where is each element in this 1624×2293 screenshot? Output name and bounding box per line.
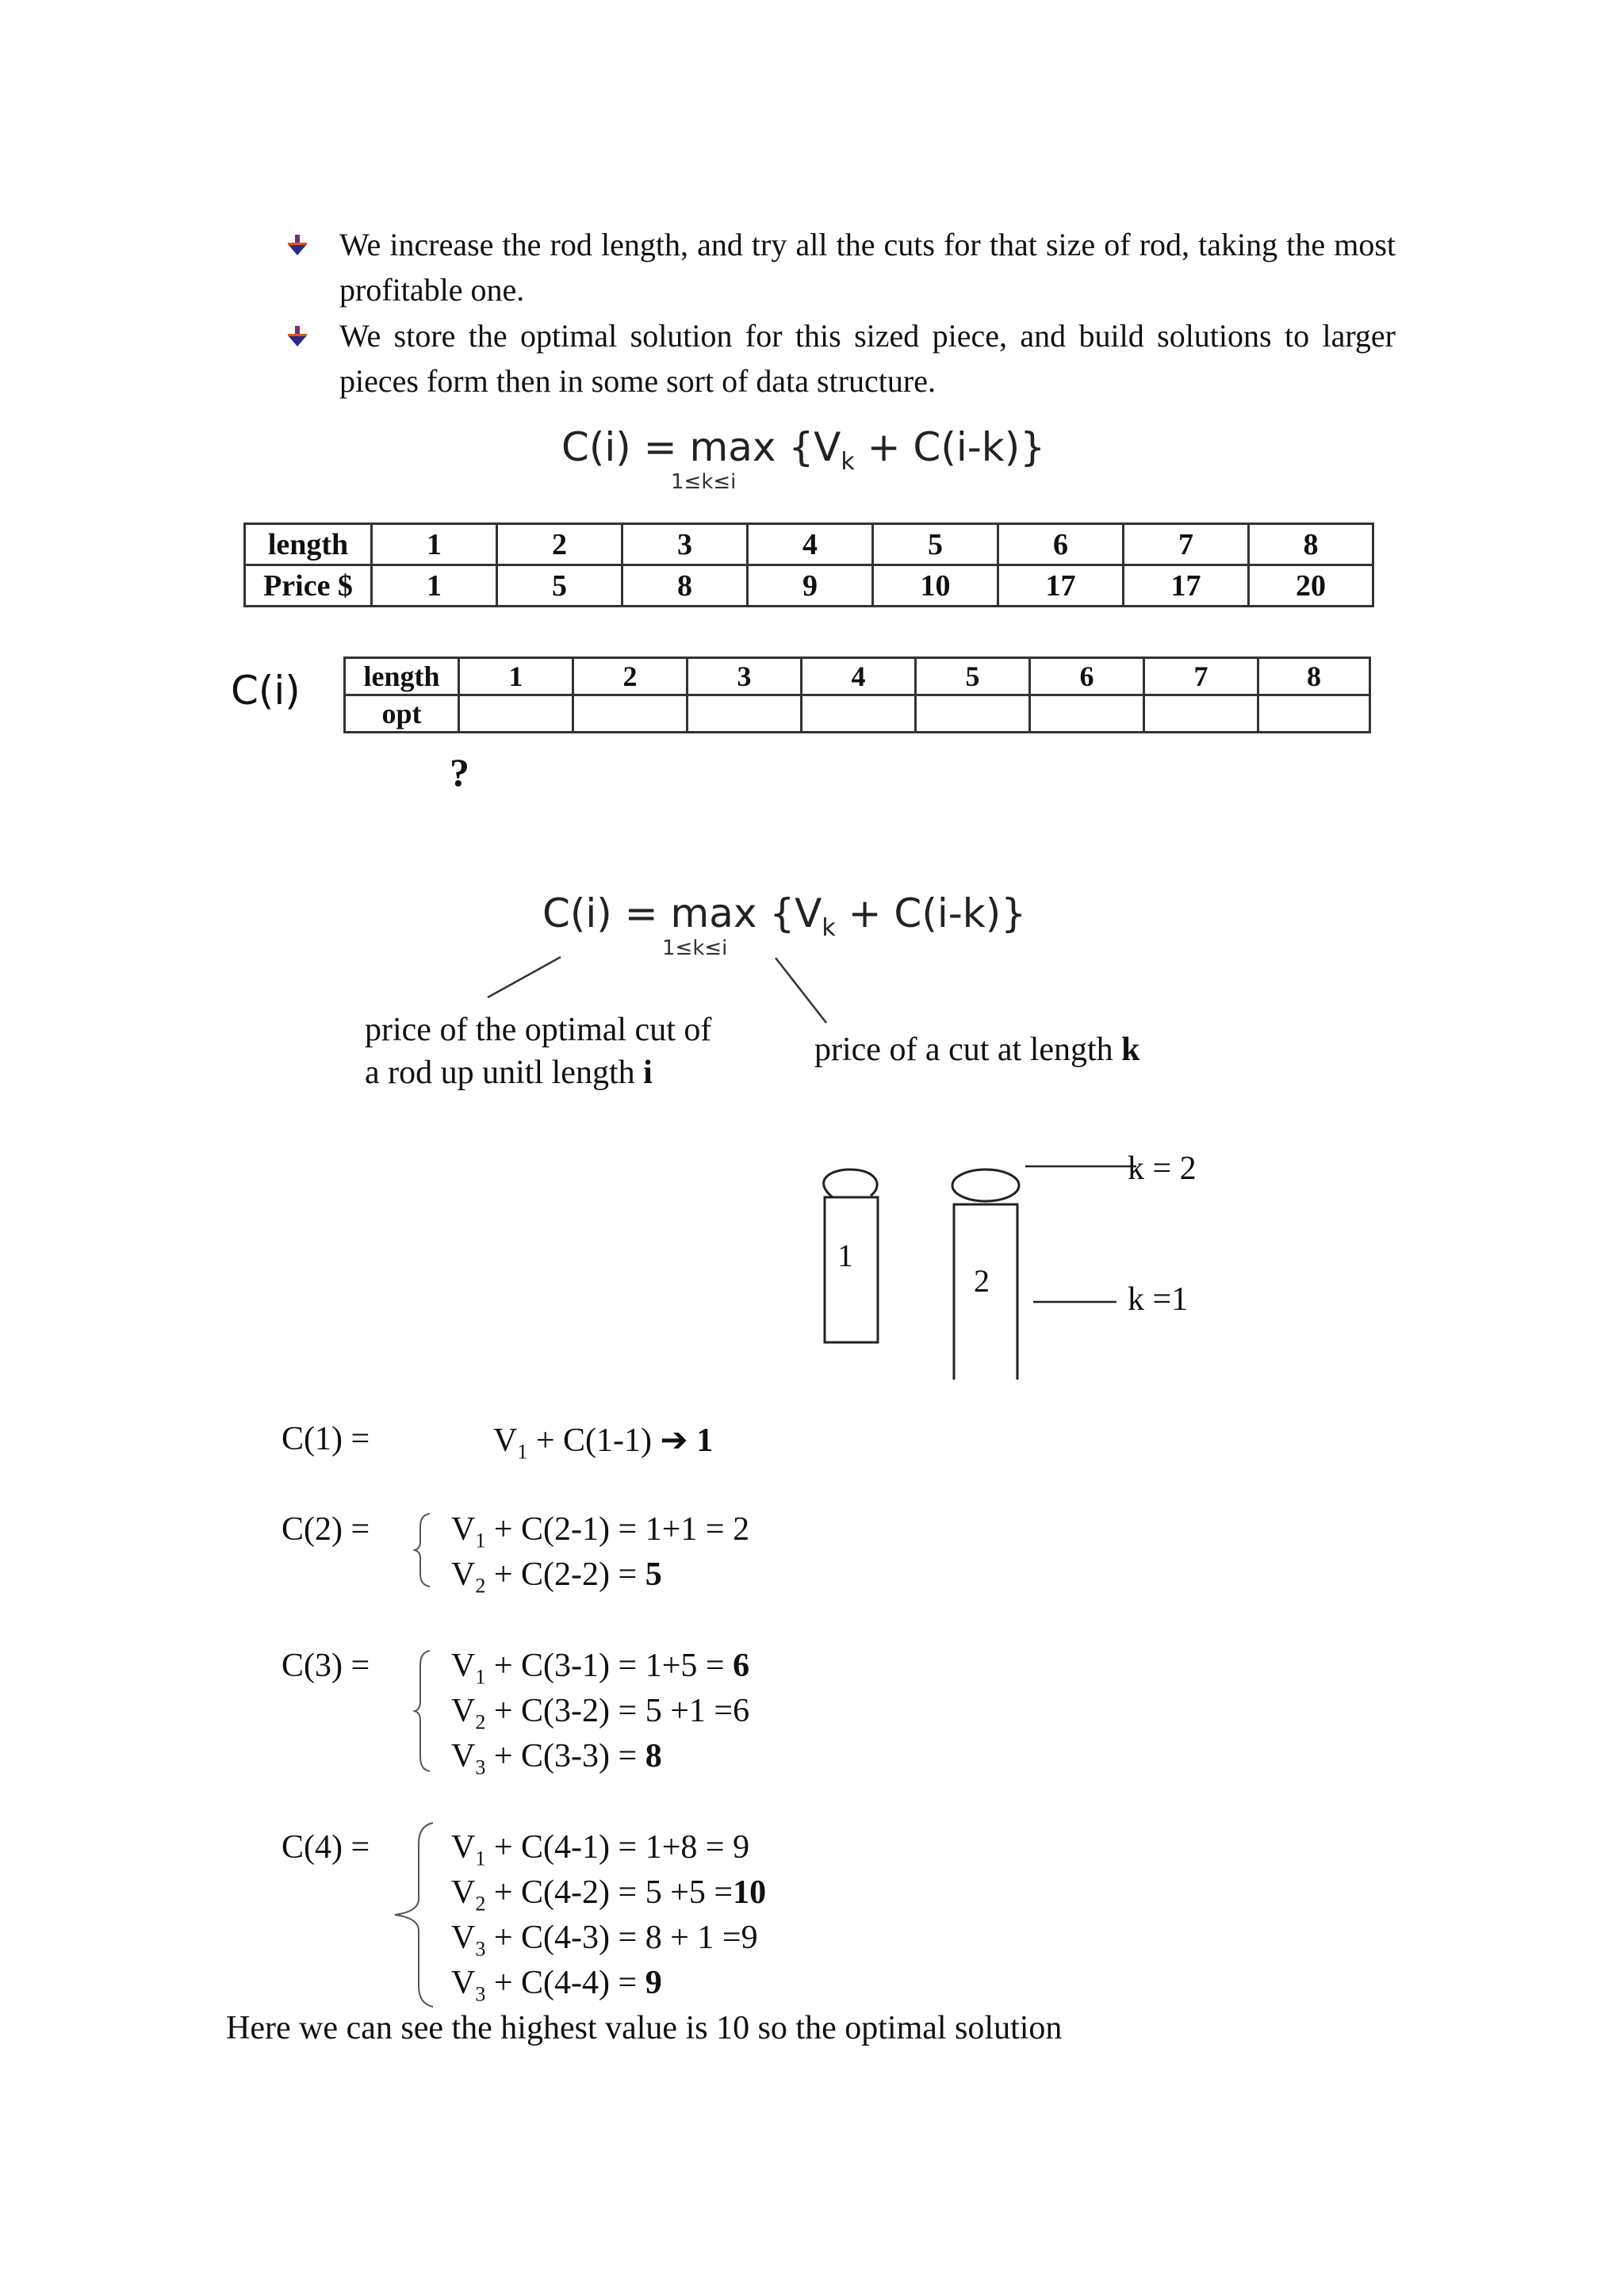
eq-text: + C(2-2) = <box>485 1556 645 1593</box>
table-cell: 7 <box>1124 524 1249 565</box>
eq-text: + C(4-4) = <box>485 1965 645 2001</box>
optimal-cut-annotation <box>365 1009 711 1094</box>
eq-subscript: 3 <box>475 1755 486 1779</box>
eq-var: V <box>493 1422 518 1459</box>
eq-subscript: 2 <box>475 1892 486 1916</box>
c1-line <box>493 1420 713 1464</box>
table-cell: 1 <box>372 524 497 565</box>
left-brace-icon <box>389 1820 436 2010</box>
left-brace-icon <box>412 1648 436 1774</box>
eq-subscript: 1 <box>517 1440 528 1464</box>
eq-text: + C(3-2) = 5 +1 =6 <box>485 1693 750 1729</box>
eq-text: + C(3-3) = <box>485 1738 645 1774</box>
table-cell: 5 <box>873 524 998 565</box>
c4-line-1 <box>451 1828 749 1870</box>
eq-result: 1 <box>688 1422 714 1459</box>
c1-label: C(1) = <box>282 1421 370 1457</box>
formula-subscript: k <box>822 914 836 942</box>
eq-subscript: 2 <box>475 1574 486 1598</box>
formula-rhs: + C(i-k)} <box>835 890 1027 936</box>
eq-text: + C(3-1) = 1+5 = <box>485 1648 733 1684</box>
table-cell: 2 <box>497 524 622 565</box>
c3-label: C(3) = <box>282 1648 370 1684</box>
table-cell: 5 <box>497 565 622 607</box>
eq-subscript: 2 <box>475 1710 486 1734</box>
conclusion-text: Here we can see the highest value is 10 so the optimal solution <box>226 2010 1063 2046</box>
eq-text: + C(4-1) = 1+8 = 9 <box>485 1829 750 1866</box>
bullet-text: We increase the rod length, and try all the cuts for that size of rod, taking the most profitable one. <box>339 227 1396 308</box>
eq-text: + C(2-1) = 1+1 = 2 <box>485 1511 750 1548</box>
eq-var: V <box>451 1920 476 1956</box>
c4-line-2 <box>451 1874 766 1916</box>
cut-price-annotation <box>814 1028 1140 1071</box>
table-cell: 1 <box>372 565 497 607</box>
eq-result: 5 <box>645 1556 662 1593</box>
formula-lhs: C(i) = max {V <box>561 424 841 470</box>
eq-subscript: 1 <box>475 1847 486 1870</box>
rod-2-label: 2 <box>974 1263 990 1299</box>
table-cell: length <box>245 524 372 565</box>
k-equals-2-label: k = 2 <box>1128 1150 1197 1187</box>
table-cell: 6 <box>1030 658 1144 695</box>
c3-line-1 <box>451 1647 749 1689</box>
table-cell: 9 <box>748 565 873 607</box>
table-cell: 10 <box>873 565 998 607</box>
eq-result: 6 <box>733 1648 750 1684</box>
eq-text: + C(4-3) = 8 + 1 =9 <box>485 1920 758 1956</box>
eq-var: V <box>451 1874 476 1911</box>
rod-1-label: 1 <box>837 1238 853 1273</box>
table-cell: 4 <box>748 524 873 565</box>
bullet-text: We store the optimal solution for this sized piece, and build solutions to larger pieces form then in some sort of data structure. <box>339 318 1396 399</box>
eq-var: V <box>451 1556 476 1593</box>
eq-text: + C(4-2) = 5 +5 = <box>485 1874 733 1911</box>
eq-subscript: 3 <box>475 1937 486 1961</box>
eq-var: V <box>451 1965 476 2001</box>
formula-rhs: + C(i-k)} <box>854 424 1046 470</box>
c4-line-3 <box>451 1919 758 1961</box>
table-cell: 6 <box>998 524 1124 565</box>
c3-line-3 <box>451 1737 662 1779</box>
eq-subscript: 1 <box>475 1665 486 1689</box>
annotation-text: a rod up unitl length <box>365 1055 644 1091</box>
eq-result: 10 <box>733 1874 767 1911</box>
table-cell: 17 <box>998 565 1124 607</box>
formula-subscript: k <box>841 448 855 476</box>
table-cell: 1 <box>459 658 573 695</box>
eq-text: + C(1-1) <box>527 1422 661 1459</box>
table-cell: opt <box>345 695 459 733</box>
eq-result: 8 <box>645 1738 662 1774</box>
c2-label: C(2) = <box>282 1511 370 1548</box>
question-mark: ? <box>450 750 469 794</box>
opt-table-label: C(i) <box>231 668 301 714</box>
formula-range: 1≤k≤i <box>671 470 737 494</box>
annotation-variable: k <box>1121 1032 1140 1068</box>
table-cell: 8 <box>1258 658 1370 695</box>
table-cell: 20 <box>1249 565 1373 607</box>
eq-var: V <box>451 1511 476 1548</box>
table-cell: 7 <box>1144 658 1258 695</box>
eq-subscript: 1 <box>475 1529 486 1552</box>
annotation-variable: i <box>643 1055 653 1091</box>
table-cell: length <box>345 658 459 695</box>
c2-line-2 <box>451 1556 662 1598</box>
annotation-text: price of a cut at length <box>814 1032 1122 1068</box>
formula-range: 1≤k≤i <box>662 936 728 960</box>
eq-var: V <box>451 1829 476 1866</box>
annotation-line: price of the optimal cut of <box>365 1012 712 1048</box>
c2-line-1 <box>451 1510 749 1552</box>
eq-var: V <box>451 1738 476 1774</box>
table-cell: Price $ <box>245 565 372 607</box>
eq-result: 9 <box>645 1965 662 2001</box>
formula-lhs: C(i) = max {V <box>542 890 822 936</box>
annotation-line <box>365 1051 711 1094</box>
table-cell: 2 <box>573 658 688 695</box>
c4-line-4 <box>451 1964 662 2006</box>
eq-var: V <box>451 1648 476 1684</box>
table-cell: 8 <box>622 565 748 607</box>
eq-subscript: 3 <box>475 1982 486 2006</box>
table-cell: 4 <box>802 658 916 695</box>
table-cell: 17 <box>1124 565 1249 607</box>
eq-var: V <box>451 1693 476 1729</box>
left-brace-icon <box>412 1510 436 1590</box>
k-equals-1-label: k =1 <box>1128 1281 1189 1318</box>
table-cell: 8 <box>1249 524 1373 565</box>
c3-line-2 <box>451 1692 749 1734</box>
c4-label: C(4) = <box>282 1829 370 1866</box>
table-cell: 3 <box>622 524 748 565</box>
table-cell: 3 <box>688 658 802 695</box>
right-arrow-icon: ➔ <box>660 1422 688 1459</box>
table-cell: 5 <box>916 658 1030 695</box>
